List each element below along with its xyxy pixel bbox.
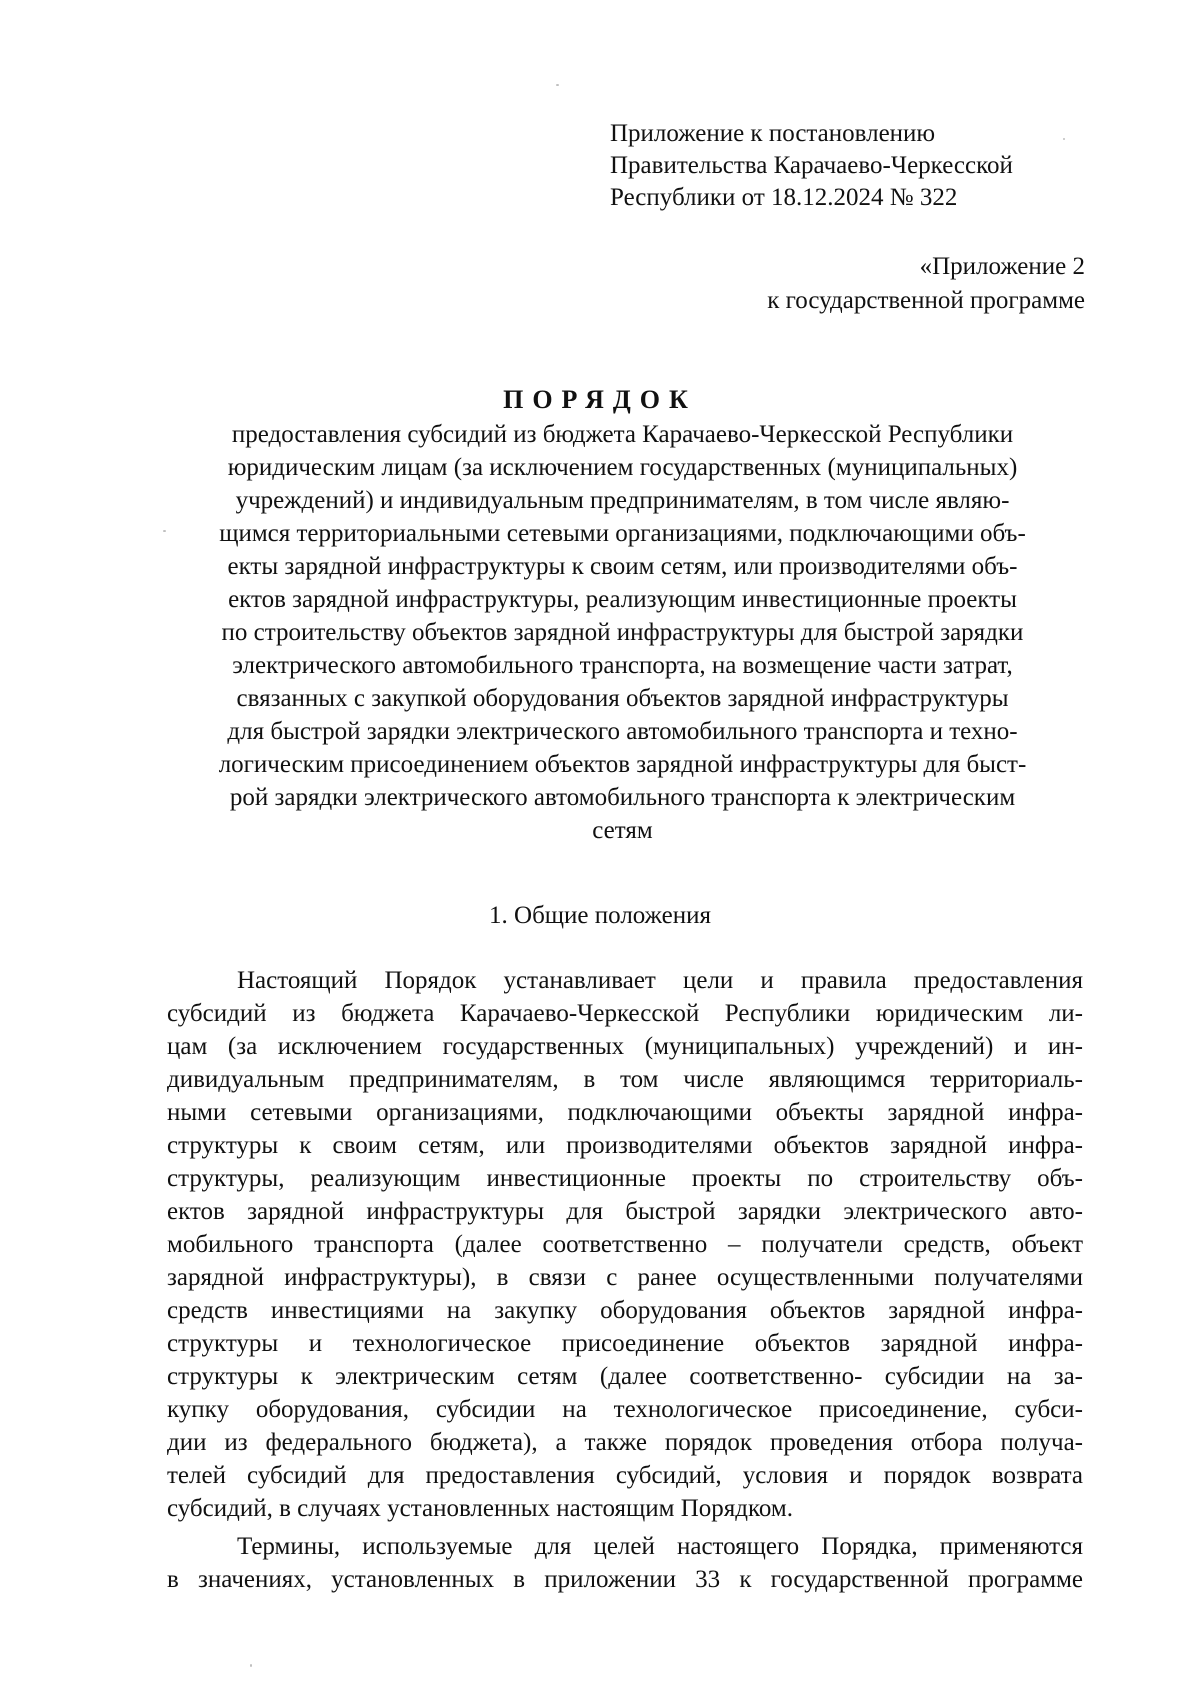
paragraph-line: структуры к своим сетям, или производителями объектов зарядной инфра- bbox=[167, 1132, 1083, 1159]
subtitle-line: сетям bbox=[592, 817, 653, 844]
subtitle-line: связанных с закупкой оборудования объектов зарядной инфраструктуры bbox=[236, 685, 1009, 712]
paragraph-line: структуры и технологическое присоединение объектов зарядной инфра- bbox=[167, 1330, 1083, 1357]
scan-speck bbox=[556, 84, 559, 86]
paragraph-line: структуры к электрическим сетям (далее соответственно- субсидии на за- bbox=[167, 1363, 1083, 1390]
subtitle-line: екты зарядной инфраструктуры к своим сетям, или производителями объ- bbox=[227, 553, 1018, 580]
paragraph-line: дивидуальным предпринимателям, в том числе являющимся территориаль- bbox=[167, 1066, 1083, 1093]
scan-speck bbox=[250, 1664, 252, 1667]
approval-header bbox=[610, 118, 1130, 214]
document-title: ПОРЯДОК bbox=[503, 385, 697, 414]
paragraph-line: субсидий, в случаях установленных настоящим Порядком. bbox=[167, 1495, 793, 1522]
paragraph-line: зарядной инфраструктуры), в связи с ранее осуществленными получателями bbox=[167, 1264, 1083, 1291]
subtitle-line: логическим присоединением объектов зарядной инфраструктуры для быст- bbox=[218, 751, 1027, 778]
paragraph-line: Настоящий Порядок устанавливает цели и правила предоставления bbox=[237, 967, 1083, 994]
subtitle-line: учреждений) и индивидуальным предпринимателям, в том числе являю- bbox=[235, 487, 1010, 514]
paragraph-line: купку оборудования, субсидии на технологическое присоединение, субси- bbox=[167, 1396, 1083, 1423]
paragraph-line: структуры, реализующим инвестиционные проекты по строительству объ- bbox=[167, 1165, 1083, 1192]
document-subtitle bbox=[150, 418, 1095, 847]
subtitle-line: электрического автомобильного транспорта, на возмещение части затрат, bbox=[232, 652, 1013, 679]
subtitle-line: рой зарядки электрического автомобильного транспорта к электрическим bbox=[229, 784, 1016, 811]
paragraph-line: телей субсидий для предоставления субсидий, условия и порядок возврата bbox=[167, 1462, 1083, 1489]
subtitle-line: ектов зарядной инфраструктуры, реализующим инвестиционные проекты bbox=[228, 586, 1017, 613]
approval-header-line: Республики от 18.12.2024 № 322 bbox=[610, 184, 958, 211]
scan-speck bbox=[1063, 138, 1065, 140]
paragraph-line: в значениях, установленных в приложении 33 к государственной программе bbox=[167, 1566, 1083, 1593]
paragraph-line: средств инвестициями на закупку оборудования объектов зарядной инфра- bbox=[167, 1297, 1083, 1324]
paragraph-line: цам (за исключением государственных (муниципальных) учреждений) и ин- bbox=[167, 1033, 1083, 1060]
scan-speck bbox=[163, 530, 166, 532]
paragraph-line: мобильного транспорта (далее соответственно – получатели средств, объект bbox=[167, 1231, 1083, 1258]
subtitle-line: предоставления субсидий из бюджета Карачаево-Черкесской Республики bbox=[231, 421, 1014, 448]
subtitle-line: для быстрой зарядки электрического автомобильного транспорта и техно- bbox=[227, 718, 1018, 745]
approval-header-line: Приложение к постановлению bbox=[610, 120, 936, 147]
subtitle-line: щимся территориальными сетевыми организациями, подключающими объ- bbox=[219, 520, 1026, 547]
annex-reference bbox=[767, 250, 1085, 318]
paragraph-general-provisions bbox=[167, 964, 1083, 1525]
annex-reference-line: «Приложение 2 bbox=[919, 253, 1085, 280]
body-text bbox=[167, 964, 1083, 1596]
subtitle-line: юридическим лицам (за исключением государственных (муниципальных) bbox=[227, 454, 1018, 481]
annex-reference-line: к государственной программе bbox=[767, 287, 1085, 314]
paragraph-terms bbox=[167, 1530, 1083, 1596]
approval-header-line: Правительства Карачаево-Черкесской bbox=[610, 152, 1013, 179]
section-heading: 1. Общие положения bbox=[489, 902, 711, 929]
paragraph-line: дии из федерального бюджета), а также порядок проведения отбора получа- bbox=[167, 1429, 1083, 1456]
subtitle-line: по строительству объектов зарядной инфраструктуры для быстрой зарядки bbox=[221, 619, 1024, 646]
paragraph-line: ектов зарядной инфраструктуры для быстрой зарядки электрического авто- bbox=[167, 1198, 1083, 1225]
paragraph-line: Термины, используемые для целей настоящего Порядка, применяются bbox=[237, 1533, 1083, 1560]
paragraph-line: субсидий из бюджета Карачаево-Черкесской Республики юридическим ли- bbox=[167, 1000, 1083, 1027]
paragraph-line: ными сетевыми организациями, подключающими объекты зарядной инфра- bbox=[167, 1099, 1083, 1126]
